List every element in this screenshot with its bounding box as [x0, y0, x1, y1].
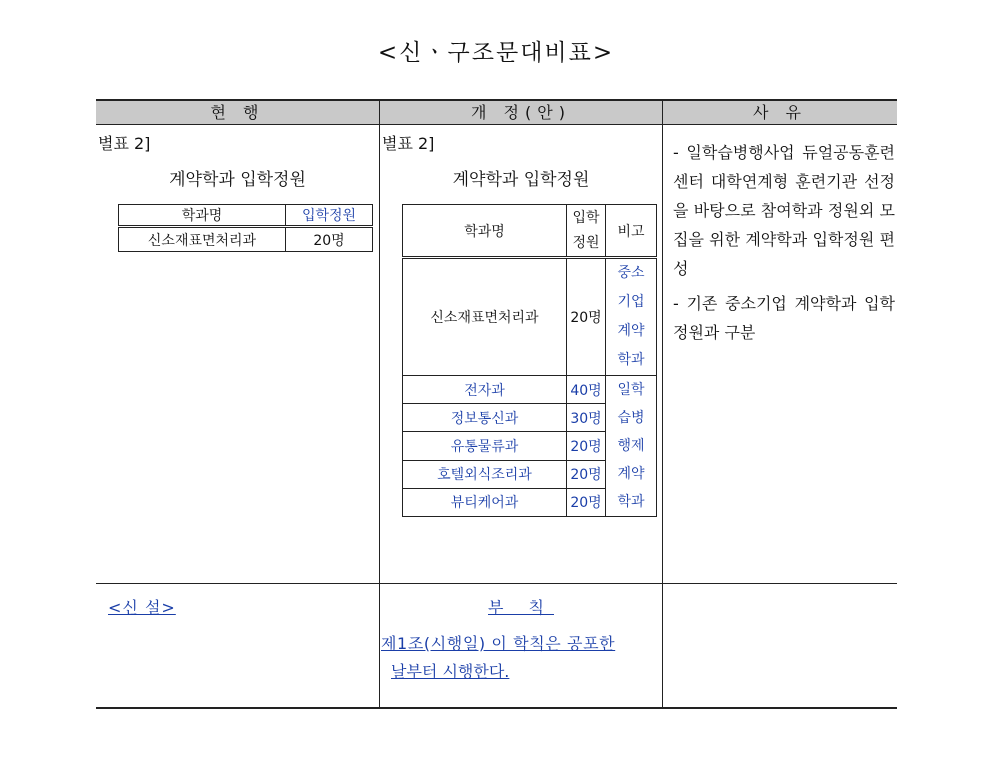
quota-cell: 20명: [567, 460, 606, 488]
revised-quota-table: [402, 204, 657, 517]
revised-caption: 계약학과 입학정원: [452, 170, 590, 190]
article-line-2: 날부터 시행한다.: [391, 662, 510, 681]
note-cell: 중소 기업 계약 학과: [606, 258, 657, 376]
quota-cell: 20명: [567, 432, 606, 460]
dept-cell: 호텔외식조리과: [403, 460, 567, 488]
revised-table-no: 별표 2]: [382, 134, 435, 153]
header-current: 현 행: [96, 99, 379, 125]
quota-cell: 20명: [286, 227, 373, 252]
col-quota-header: 입학 정원: [567, 205, 606, 258]
quota-cell: 40명: [567, 376, 606, 404]
new-clause-label: <신 설>: [108, 598, 176, 617]
dept-cell: 뷰티케어과: [403, 488, 567, 516]
col-dept-header: 학과명: [119, 205, 286, 227]
row-divider: [96, 583, 897, 584]
header-revised: 개 정(안): [380, 99, 662, 125]
dept-cell: 유통물류과: [403, 432, 567, 460]
quota-cell: 20명: [567, 258, 606, 376]
dept-cell: 신소재표면처리과: [403, 258, 567, 376]
col-note-header: 비고: [606, 205, 657, 258]
addendum-title: 부 칙: [488, 598, 554, 617]
quota-cell: 30명: [567, 404, 606, 432]
document-title: <신ㆍ구조문대비표>: [377, 40, 615, 66]
header-reason: 사 유: [663, 99, 897, 125]
dept-cell: 신소재표면처리과: [119, 227, 286, 252]
current-table-no: 별표 2]: [98, 134, 151, 153]
article-line-1: 제1조(시행일) 이 학칙은 공포한: [381, 634, 616, 653]
note-cell: 일학 습병 행제 계약 학과: [606, 376, 657, 517]
table-bottom-border: [96, 707, 897, 709]
current-caption: 계약학과 입학정원: [169, 170, 306, 190]
col-dept-header: 학과명: [403, 205, 567, 258]
current-quota-table: [118, 204, 373, 252]
reason-item-2: - 기존 중소기업 계약학과 입학정원과 구분: [673, 294, 895, 342]
col-quota-header: 입학정원: [286, 205, 373, 227]
reason-item-1: - 일학습병행사업 듀얼공동훈련센터 대학연계형 훈련기관 선정을 바탕으로 참여학과 정원외 모집을 위한 계약학과 입학정원 편성: [673, 143, 895, 278]
quota-cell: 20명: [567, 488, 606, 516]
dept-cell: 정보통신과: [403, 404, 567, 432]
dept-cell: 전자과: [403, 376, 567, 404]
column-divider: [662, 99, 663, 707]
reason-text: [673, 138, 895, 353]
